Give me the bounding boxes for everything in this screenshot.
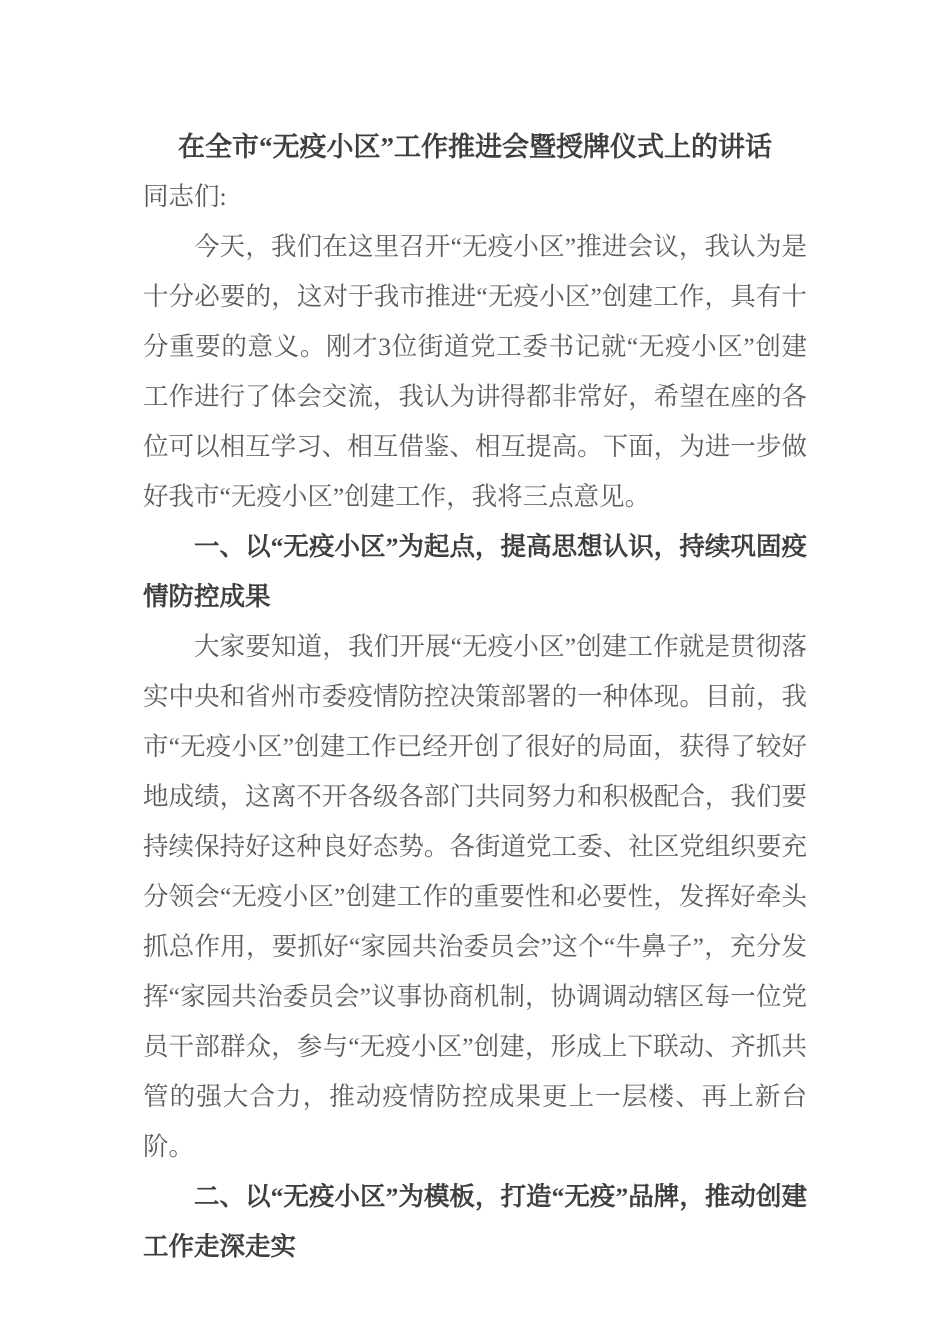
section-heading-2: 二、以“无疫小区”为模板，打造“无疫”品牌，推动创建工作走深走实 [143, 1182, 807, 1261]
document-content [143, 122, 807, 1272]
document-title: 在全市“无疫小区”工作推进会暨授牌仪式上的讲话 [178, 132, 772, 162]
section-heading-1: 一、以“无疫小区”为起点，提高思想认识，持续巩固疫情防控成果 [143, 532, 807, 611]
paragraph-section-1: 大家要知道，我们开展“无疫小区”创建工作就是贯彻落实中央和省州市委疫情防控决策部署的一种体现。目前，我市“无疫小区”创建工作已经开创了很好的局面，获得了较好地成绩，这离不开各级各部门共同努力和积极配合，我们要持续保持好这种良好态势。各街道党工委、社区党组织要充分领会“无疫小区”创建工作的重要性和必要性，发挥好牵头抓总作用，要抓好“家园共治委员会”这个“牛鼻子”，充分发挥“家园共治委员会”议事协商机制，协调调动辖区每一位党员干部群众，参与“无疫小区”创建，形成上下联动、齐抓共管的强大合力，推动疫情防控成果更上一层楼、再上新台阶。 [143, 632, 807, 1161]
salutation: 同志们: [143, 182, 227, 211]
paragraph-intro: 今天，我们在这里召开“无疫小区”推进会议，我认为是十分必要的，这对于我市推进“无疫小区”创建工作，具有十分重要的意义。刚才3位街道党工委书记就“无疫小区”创建工作进行了体会交流，我认为讲得都非常好，希望在座的各位可以相互学习、相互借鉴、相互提高。下面，为进一步做好我市“无疫小区”创建工作，我将三点意见。 [143, 232, 807, 511]
